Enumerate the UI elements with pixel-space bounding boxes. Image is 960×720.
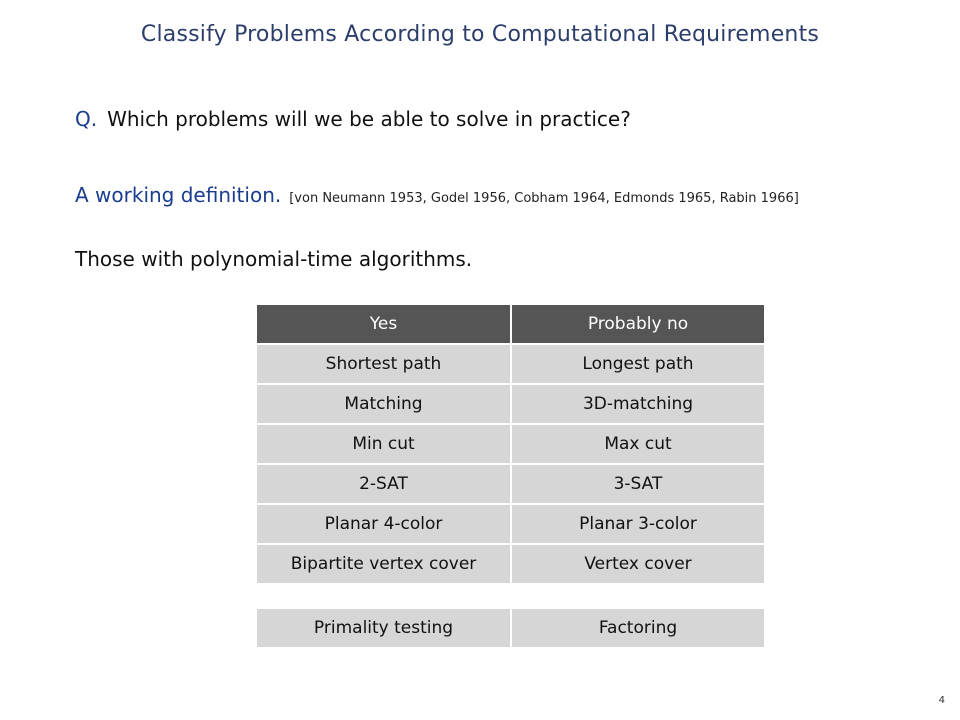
question-text: Which problems will we be able to solve in practice? — [107, 107, 631, 131]
question-line — [75, 107, 631, 131]
definition-label: A working definition. — [75, 183, 282, 207]
extra-classification-table — [257, 609, 764, 649]
table-cell: 2-SAT — [257, 465, 510, 503]
table-cell: 3D-matching — [512, 385, 764, 423]
table-cell: Bipartite vertex cover — [257, 545, 510, 583]
page-number: 4 — [938, 695, 945, 706]
header-yes: Yes — [257, 305, 510, 343]
table-cell: Planar 4-color — [257, 505, 510, 543]
definition-line — [75, 178, 875, 216]
table-cell: Min cut — [257, 425, 510, 463]
table-cell: Longest path — [512, 345, 764, 383]
table-row — [257, 545, 764, 583]
slide-title: Classify Problems According to Computational Requirements — [140, 22, 820, 47]
table-row — [257, 609, 764, 647]
table-cell: Matching — [257, 385, 510, 423]
question-label: Q. — [75, 107, 98, 131]
table-cell: Planar 3-color — [512, 505, 764, 543]
definition-references: [von Neumann 1953, Godel 1956, Cobham 1964, Edmonds 1965, Rabin 1966] — [289, 191, 799, 206]
table-cell: 3-SAT — [512, 465, 764, 503]
table-row — [257, 345, 764, 383]
table-cell: Max cut — [512, 425, 764, 463]
table-row — [257, 425, 764, 463]
table-cell: Factoring — [512, 609, 764, 647]
header-probably-no: Probably no — [512, 305, 764, 343]
table-header-row — [257, 305, 764, 343]
table-cell: Vertex cover — [512, 545, 764, 583]
table-row — [257, 465, 764, 503]
table-row — [257, 385, 764, 423]
definition-answer: Those with polynomial-time algorithms. — [75, 247, 473, 271]
table-row — [257, 505, 764, 543]
table-cell: Primality testing — [257, 609, 510, 647]
table-cell: Shortest path — [257, 345, 510, 383]
problem-classification-table — [257, 305, 764, 585]
